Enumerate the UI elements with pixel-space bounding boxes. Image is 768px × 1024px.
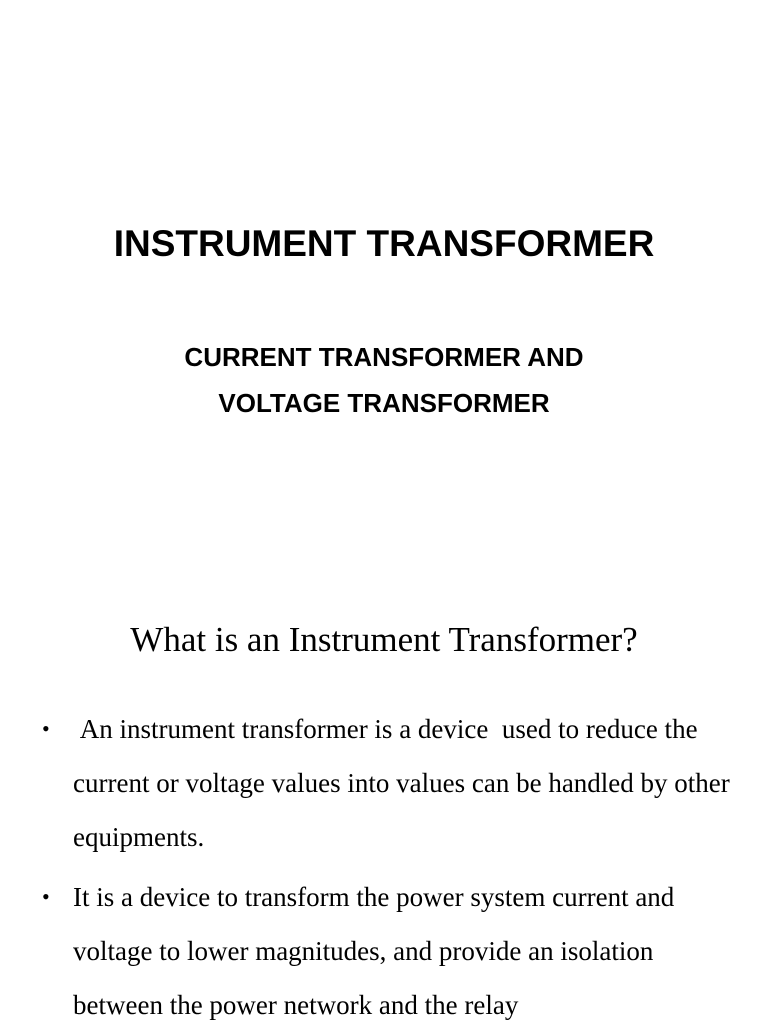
bullet-text: An instrument transformer is a device used to reduce the current or voltage values into values can be handled by other equipments. [73,714,737,852]
slide-subtitle [0,334,768,426]
bullet-item [40,870,740,1024]
section-heading: What is an Instrument Transformer? [130,620,638,659]
bullet-text: It is a device to transform the power system current and voltage to lower magnitudes, and provide an isolation between the power network and the relay [73,882,675,1020]
subtitle-line-1: CURRENT TRANSFORMER AND [184,342,584,372]
slide-title: INSTRUMENT TRANSFORMER [113,223,655,264]
bullet-icon: • [42,716,50,741]
bullet-item [40,702,740,864]
bullet-icon: • [42,884,50,909]
subtitle-line-2: VOLTAGE TRANSFORMER [218,388,550,418]
bullet-list [40,702,740,1024]
